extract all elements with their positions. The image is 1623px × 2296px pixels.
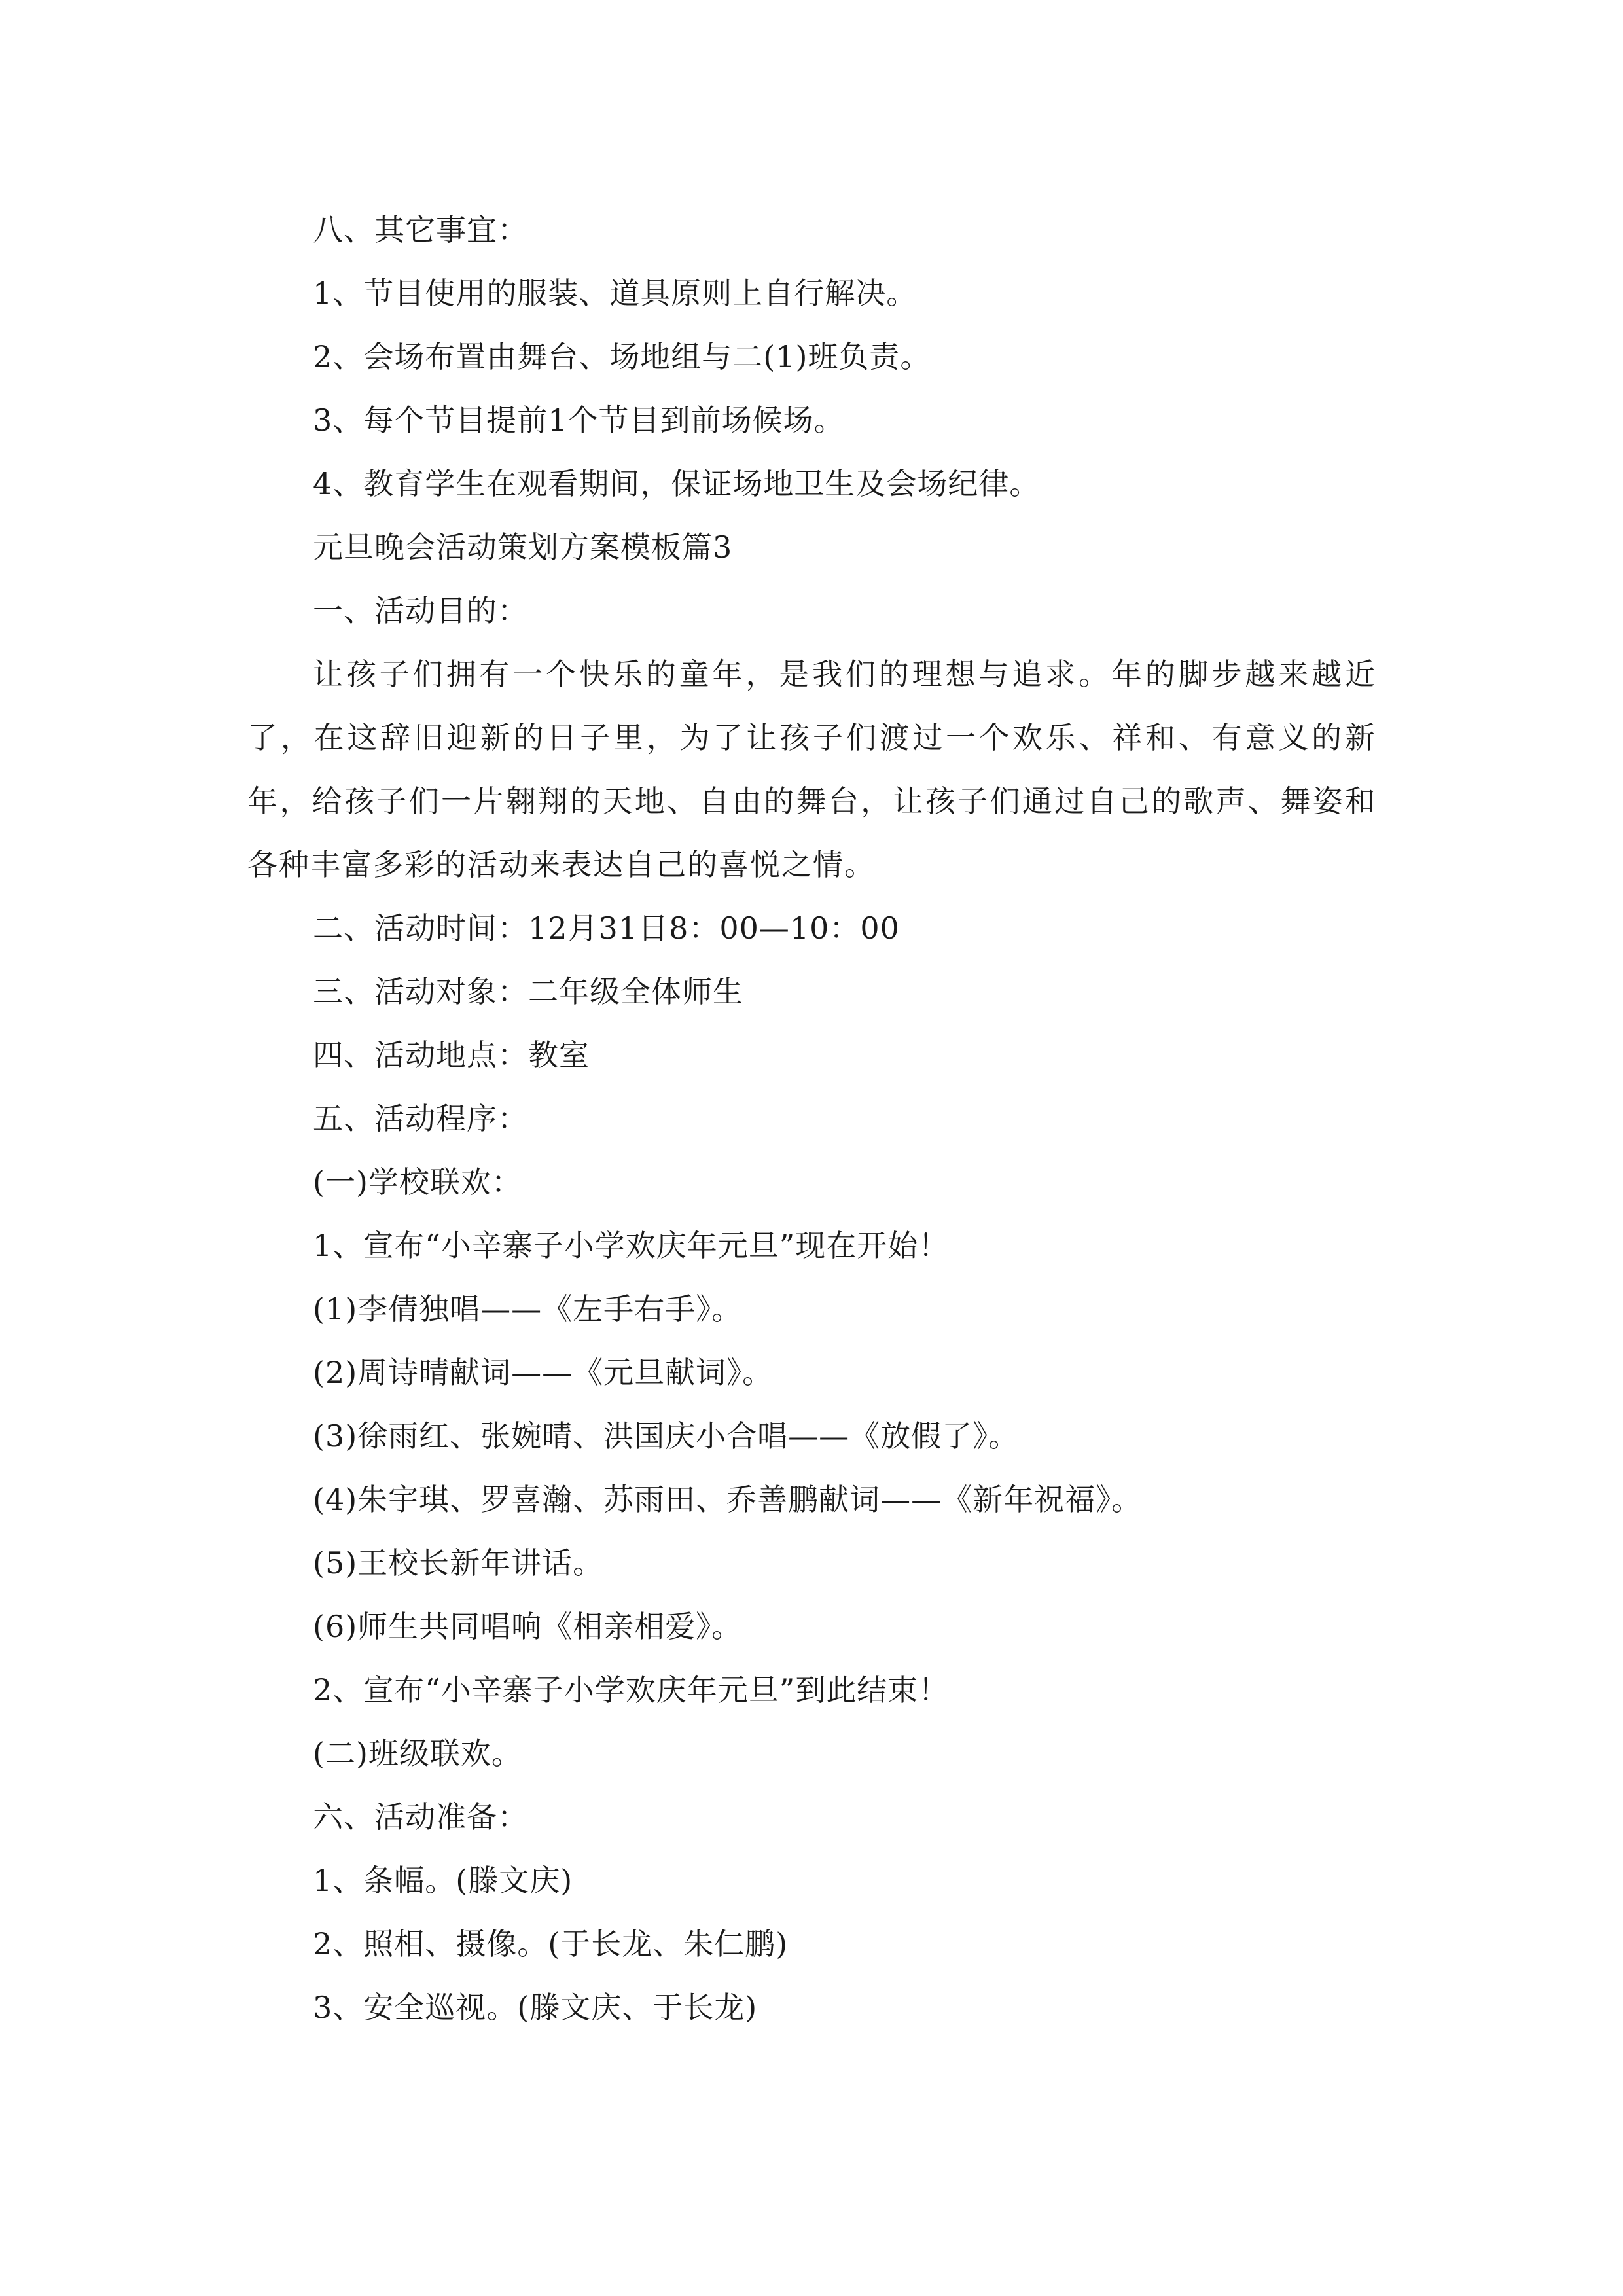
list-item: 4、教育学生在观看期间，保证场地卫生及会场纪律。	[313, 466, 1041, 501]
list-item: (3)徐雨红、张婉晴、洪国庆小合唱——《放假了》。	[313, 1418, 1020, 1454]
list-item: 2、照相、摄像。(于长龙、朱仁鹏)	[313, 1926, 789, 1962]
subsection-heading-school: (一)学校联欢：	[313, 1164, 522, 1200]
list-item: (1)李倩独唱——《左手右手》。	[313, 1291, 743, 1327]
list-item: 2、宣布“小辛寨子小学欢庆年元旦”到此结束！	[313, 1672, 950, 1708]
section-heading-time: 二、活动时间：12月31日8：00—10：00	[313, 910, 900, 946]
section-heading-preparation: 六、活动准备：	[313, 1799, 528, 1835]
document-body	[247, 198, 1376, 2039]
section-heading-other-matters: 八、其它事宜：	[313, 212, 528, 247]
document-title: 元旦晚会活动策划方案模板篇3	[313, 529, 733, 565]
section-heading-audience: 三、活动对象：二年级全体师生	[313, 974, 743, 1009]
list-item: (2)周诗晴献词——《元旦献词》。	[313, 1355, 774, 1390]
subsection-heading-class: (二)班级联欢。	[313, 1736, 522, 1771]
list-item: 3、安全巡视。(滕文庆、于长龙)	[313, 1990, 758, 2025]
list-item: (4)朱宇琪、罗喜瀚、苏雨田、乔善鹏献词——《新年祝福》。	[313, 1482, 1143, 1517]
list-item: (6)师生共同唱响《相亲相爱》。	[313, 1609, 743, 1644]
section-heading-location: 四、活动地点：教室	[313, 1037, 590, 1073]
list-item: 3、每个节目提前1个节目到前场候场。	[313, 403, 845, 438]
list-item: (5)王校长新年讲话。	[313, 1545, 604, 1581]
list-item: 2、会场布置由舞台、场地组与二(1)班负责。	[313, 339, 931, 374]
list-item: 1、节目使用的服装、道具原则上自行解决。	[313, 276, 918, 311]
list-item: 1、宣布“小辛寨子小学欢庆年元旦”现在开始！	[313, 1228, 950, 1263]
list-item: 1、条幅。(滕文庆)	[313, 1863, 573, 1898]
section-heading-purpose: 一、活动目的：	[313, 593, 528, 628]
purpose-paragraph: 让孩子们拥有一个快乐的童年，是我们的理想与追求。年的脚步越来越近了，在这辞旧迎新的日子里，为了让孩子们渡过一个欢乐、祥和、有意义的新年，给孩子们一片翱翔的天地、自由的舞台，让孩子们通过自己的歌声、舞姿和各种丰富多彩的活动来表达自己的喜悦之情。	[247, 656, 1376, 882]
section-heading-program: 五、活动程序：	[313, 1101, 528, 1136]
